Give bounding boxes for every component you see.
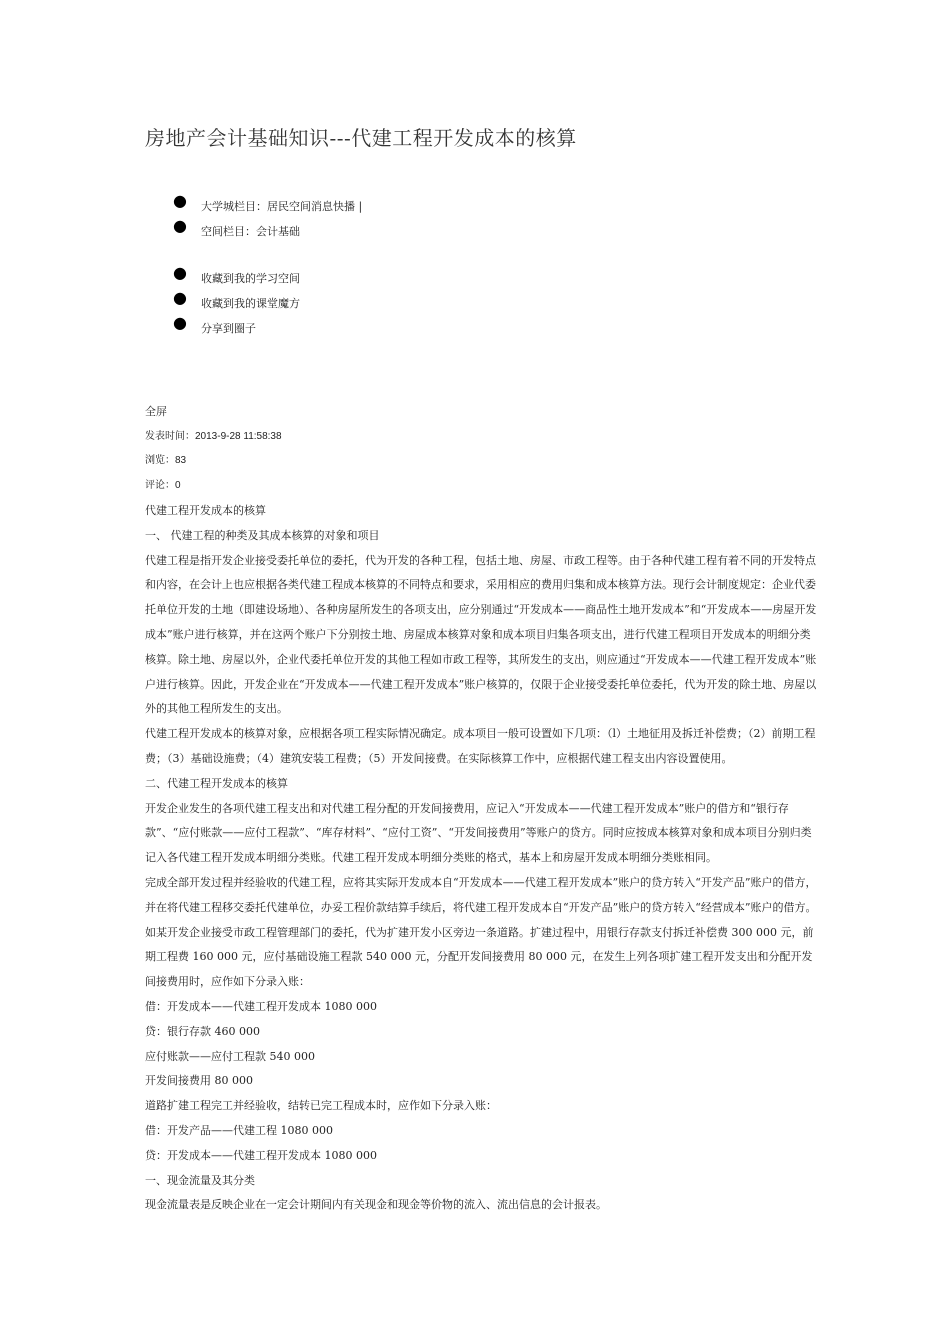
article-body	[145, 499, 820, 1218]
section-heading: 二、代建工程开发成本的核算	[145, 776, 288, 790]
bullet-icon: ●	[173, 313, 187, 332]
comments-value: 0	[175, 479, 181, 491]
paragraph: 现金流量表是反映企业在一定会计期间内有关现金和现金等价物的流入、流出信息的会计报表。	[145, 1198, 607, 1212]
journal-entry: 贷：银行存款 460 000	[145, 1024, 260, 1038]
views-label: 浏览：	[145, 455, 175, 466]
journal-entry: 借：开发产品——代建工程 1080 000	[145, 1123, 333, 1137]
journal-entry: 应付账款——应付工程款 540 000	[145, 1049, 315, 1063]
journal-entry: 借：开发成本——代建工程开发成本 1080 000	[145, 999, 377, 1013]
list-item[interactable]	[0, 216, 362, 250]
save-to-study-space-link[interactable]: 收藏到我的学习空间	[201, 272, 300, 285]
published-value: 2013-9-28 11:58:38	[195, 430, 282, 442]
action-list	[0, 263, 300, 347]
journal-entry: 贷：开发成本——代建工程开发成本 1080 000	[145, 1148, 377, 1162]
list-item[interactable]	[0, 263, 300, 297]
journal-entry: 开发间接费用 80 000	[145, 1074, 253, 1088]
published-row	[145, 430, 282, 455]
comments-label: 评论：	[145, 479, 175, 491]
list-item[interactable]	[0, 288, 300, 322]
article-heading: 代建工程开发成本的核算	[145, 504, 266, 517]
save-to-classroom-link[interactable]: 收藏到我的课堂魔方	[201, 297, 300, 310]
views-value: 83	[175, 455, 187, 466]
bullet-icon: ●	[173, 288, 187, 307]
paragraph: 开发企业发生的各项代建工程支出和对代建工程分配的开发间接费用，应记入“开发成本——代建工程开发成本”账户的借方和“银行存款”、“应付账款——应付工程款”、“库存材料”、“应付工资”、“开发间接费用”等账户的贷方。同时应按成本核算对象和成本项目分别归类记入各代建工程开发成本明细分类账。代建工程开发成本明细分类账的格式，基本上和房屋开发成本明细分类账相同。	[145, 801, 812, 865]
bullet-icon: ●	[173, 191, 187, 210]
article-meta	[145, 405, 282, 503]
section-heading: 一、 代建工程的种类及其成本核算的对象和项目	[145, 528, 380, 542]
section-heading: 一、现金流量及其分类	[145, 1173, 255, 1187]
fullscreen-row	[145, 405, 282, 430]
published-label: 发表时间：	[145, 430, 195, 442]
list-item[interactable]	[0, 313, 300, 347]
paragraph: 代建工程是指开发企业接受委托单位的委托，代为开发的各种工程，包括土地、房屋、市政工程等。由于各种代建工程有着不同的开发特点和内容，在会计上也应根据各类代建工程成本核算的不同特点和要求，采用相应的费用归集和成本核算方法。现行会计制度规定：企业代委托单位开发的土地（即建设场地）、各种房屋所发生的各项支出，应分别通过“开发成本——商品性土地开发成本”和“开发成本——房屋开发成本”账户进行核算，并在这两个账户下分别按土地、房屋成本核算对象和成本项目归集各项支出，进行代建工程项目开发成本的明细分类核算。除土地、房屋以外，企业代委托单位开发的其他工程如市政工程等，其所发生的支出，则应通过“开发成本——代建工程开发成本”账户进行核算。因此，开发企业在“开发成本——代建工程开发成本”账户核算的，仅限于企业接受委托单位委托，代为开发的除土地、房屋以外的其他工程所发生的支出。	[145, 553, 817, 716]
page-title: 房地产会计基础知识---代建工程开发成本的核算	[145, 126, 577, 150]
paragraph: 完成全部开发过程并经验收的代建工程，应将其实际开发成本自“开发成本——代建工程开发成本”账户的贷方转入“开发产品”账户的借方，并在将代建工程移交委托代建单位，办妥工程价款结算手续后，将代建工程开发成本自“开发产品”账户的贷方转入“经营成本”账户的借方。	[145, 875, 817, 914]
paragraph: 代建工程开发成本的核算对象，应根据各项工程实际情况确定。成本项目一般可设置如下几项：（l）土地征用及拆迁补偿费；（2）前期工程费；（3）基础设施费；（4）建筑安装工程费；（5）开发间接费。在实际核算工作中，应根据代建工程支出内容设置使用。	[145, 727, 816, 765]
paragraph: 如某开发企业接受市政工程管理部门的委托，代为扩建开发小区旁边一条道路。扩建过程中，用银行存款支付拆迁补偿费 300 000 元，前期工程费 160 000 元，应付基础设施工程款 540 000 元，分配开发间接费用 80 000 元，在发生上列各项扩建工程开发支出和分配开发间接费用时，应作如下分录入账：	[145, 925, 814, 989]
views-row	[145, 454, 282, 479]
paragraph: 道路扩建工程完工并经验收，结转已完工程成本时，应作如下分录入账：	[145, 1099, 497, 1113]
fullscreen-button[interactable]: 全屏	[145, 405, 167, 418]
bullet-icon: ●	[173, 216, 187, 235]
breadcrumb	[0, 191, 363, 250]
category-link[interactable]: 大学城栏目：居民空间消息快播 |	[201, 200, 363, 213]
share-to-circle-link[interactable]: 分享到圈子	[201, 322, 256, 335]
bullet-icon: ●	[173, 263, 187, 282]
space-category-link[interactable]: 空间栏目：会计基础	[201, 225, 300, 238]
